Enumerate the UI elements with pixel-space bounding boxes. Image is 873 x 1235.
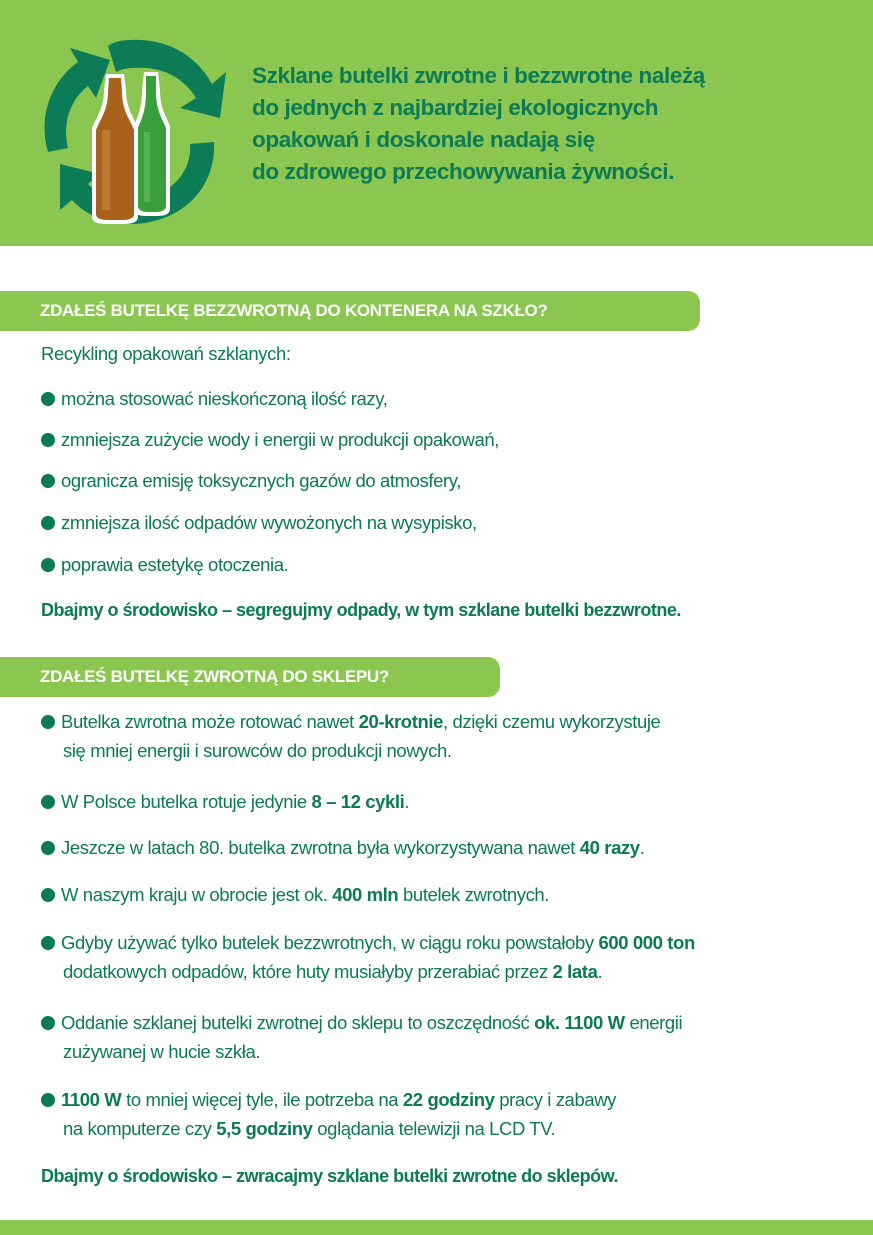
list-item: W Polsce butelka rotuje jedynie 8 – 12 cykli. <box>41 787 409 816</box>
bullet-dot-icon <box>41 474 55 488</box>
bullet-dot-icon <box>41 392 55 406</box>
section1-intro: Recykling opakowań szklanych: <box>41 343 291 364</box>
section-heading-returnable: ZDAŁEŚ BUTELKĘ ZWROTNĄ DO SKLEPU? <box>0 657 500 697</box>
bullet-dot-icon <box>41 795 55 809</box>
bullet-dot-icon <box>41 715 55 729</box>
list-item: można stosować nieskończoną ilość razy, <box>41 384 387 413</box>
recycling-bottles-illustration <box>30 32 230 228</box>
hero-headline <box>252 60 852 188</box>
list-item: zmniejsza ilość odpadów wywożonych na wysypisko, <box>41 508 477 537</box>
list-item: poprawia estetykę otoczenia. <box>41 550 288 579</box>
bullet-dot-icon <box>41 936 55 950</box>
section-heading-non-returnable: ZDAŁEŚ BUTELKĘ BEZZWROTNĄ DO KONTENERA NA SZKŁO? <box>0 291 700 331</box>
list-item: Jeszcze w latach 80. butelka zwrotna była wykorzystywana nawet 40 razy. <box>41 833 644 862</box>
hero-line: Szklane butelki zwrotne i bezzwrotne należą <box>252 63 705 88</box>
list-item: zmniejsza zużycie wody i energii w produkcji opakowań, <box>41 425 499 454</box>
list-item: Butelka zwrotna może rotować nawet 20-krotnie, dzięki czemu wykorzystuje się mniej energii i surowców do produkcji nowych. <box>41 707 660 765</box>
bullet-dot-icon <box>41 1016 55 1030</box>
bullet-dot-icon <box>41 433 55 447</box>
bullet-dot-icon <box>41 516 55 530</box>
list-item: Gdyby używać tylko butelek bezzwrotnych, w ciągu roku powstałoby 600 000 ton dodatkowych odpadów, które huty musiałyby przerabiać przez 2 lata. <box>41 928 695 986</box>
section1-closing: Dbajmy o środowisko – segregujmy odpady, w tym szklane butelki bezzwrotne. <box>41 600 681 620</box>
hero-line: do zdrowego przechowywania żywności. <box>252 159 674 184</box>
list-item: W naszym kraju w obrocie jest ok. 400 mln butelek zwrotnych. <box>41 880 549 909</box>
bullet-dot-icon <box>41 558 55 572</box>
hero-line: opakowań i doskonale nadają się <box>252 127 595 152</box>
list-item: ogranicza emisję toksycznych gazów do atmosfery, <box>41 466 461 495</box>
list-item: Oddanie szklanej butelki zwrotnej do sklepu to oszczędność ok. 1100 W energii zużywanej w hucie szkła. <box>41 1008 682 1066</box>
bullet-dot-icon <box>41 841 55 855</box>
list-item: 1100 W to mniej więcej tyle, ile potrzeba na 22 godziny pracy i zabawy na komputerze czy 5,5 godziny oglądania telewizji na LCD TV. <box>41 1085 616 1143</box>
green-bottle <box>134 72 170 216</box>
bullet-dot-icon <box>41 888 55 902</box>
hero-banner <box>0 0 873 246</box>
hero-line: do jednych z najbardziej ekologicznych <box>252 95 659 120</box>
bullet-dot-icon <box>41 1093 55 1107</box>
section2-closing: Dbajmy o środowisko – zwracajmy szklane butelki zwrotne do sklepów. <box>41 1166 619 1186</box>
footer-bar <box>0 1220 873 1235</box>
brown-bottle <box>92 74 138 224</box>
